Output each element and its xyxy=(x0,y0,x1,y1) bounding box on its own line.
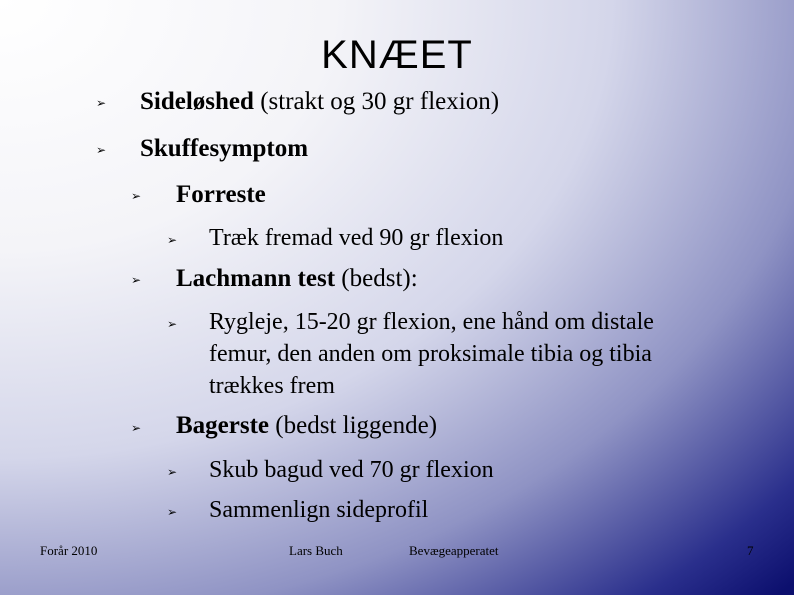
footer-course: Bevægeapperatet xyxy=(409,543,499,558)
subitem-rest: (bedst): xyxy=(335,265,418,292)
detail-lachmann-line1: Rygleje, 15-20 gr flexion, ene hånd om distale xyxy=(209,309,654,335)
bullet-arrow-icon: ➢ xyxy=(167,233,178,247)
subitem-forreste xyxy=(176,180,266,210)
bullet-arrow-icon: ➢ xyxy=(131,273,142,287)
slide-title: KNÆET xyxy=(321,33,473,77)
subitem-bagerste xyxy=(176,411,437,441)
bullet-arrow-icon: ➢ xyxy=(167,317,178,331)
detail-lachmann-line2: femur, den anden om proksimale tibia og tibia xyxy=(209,341,652,367)
bullet-arrow-icon: ➢ xyxy=(96,96,107,110)
item-sideloshed xyxy=(140,87,499,117)
bullet-arrow-icon: ➢ xyxy=(96,143,107,157)
item-skuffesymptom xyxy=(140,134,308,164)
footer-author: Lars Buch xyxy=(289,543,343,558)
detail-forreste-1: Træk fremad ved 90 gr flexion xyxy=(209,225,504,251)
detail-bagerste-2: Sammenlign sideprofil xyxy=(209,497,429,523)
item-rest: (strakt og 30 gr flexion) xyxy=(253,88,500,115)
footer-page-number: 7 xyxy=(747,543,754,558)
item-bold: Skuffesymptom xyxy=(140,135,309,162)
subitem-lachmann xyxy=(176,264,418,294)
footer-date: Forår 2010 xyxy=(40,543,98,558)
bullet-arrow-icon: ➢ xyxy=(131,421,142,435)
subitem-rest: (bedst liggende) xyxy=(269,412,438,439)
detail-bagerste-1: Skub bagud ved 70 gr flexion xyxy=(209,457,494,483)
subitem-bold: Lachmann test xyxy=(176,265,336,292)
item-bold: Sideløshed xyxy=(140,88,254,115)
bullet-arrow-icon: ➢ xyxy=(131,189,142,203)
subitem-bold: Forreste xyxy=(176,181,266,208)
subitem-bold: Bagerste xyxy=(176,412,270,439)
detail-lachmann-line3: trækkes frem xyxy=(209,373,335,399)
bullet-arrow-icon: ➢ xyxy=(167,505,178,519)
bullet-arrow-icon: ➢ xyxy=(167,465,178,479)
